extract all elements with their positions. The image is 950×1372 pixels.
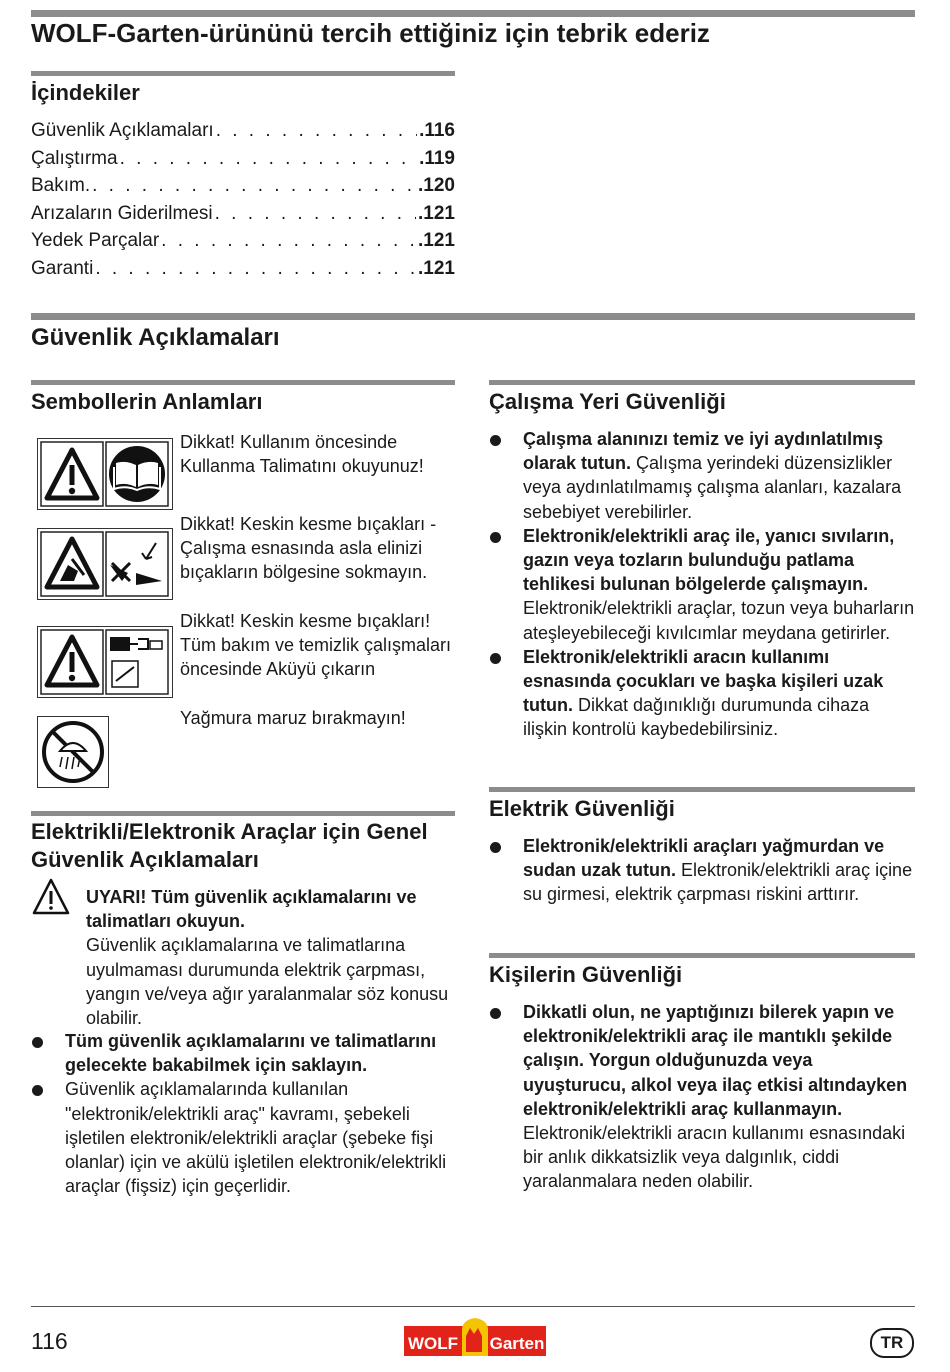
bullet-bold: Dikkatli olun, ne yaptığınızı bilerek yapın ve elektronik/elektrikli araç ile mantıklı şekilde çalışın. Yorgun olduğunuzda veya uyuşturucu, alkol veya ilaç etkisi altındayken elektronik/elektrikli araç kullanmayın.: [523, 1002, 908, 1119]
section-rule: [31, 313, 915, 320]
list-item: [489, 834, 915, 907]
toc-leader: [161, 230, 416, 252]
toc-heading: İçindekiler: [31, 80, 140, 105]
toc-item-title: Yedek Parçalar: [31, 230, 160, 252]
bullet-icon: [490, 1008, 501, 1019]
bullet-text: Elektronik/elektrikli araçlar, tozun veya buharların ateşleyebileceği kıvılcımlar meydana getirirler.: [523, 598, 915, 643]
toc-item-title: Garanti: [31, 257, 94, 279]
svg-text:Garten: Garten: [489, 1334, 545, 1353]
symbols-rule: [31, 380, 455, 385]
toc-item-page: .116: [419, 120, 455, 141]
warning-triangle-icon: [31, 877, 71, 917]
bullet-text: Çalışma yerindeki düzensizlikler veya aydınlatılmamış çalışma alanları, kazalara sebebiyet verebilirler.: [523, 453, 902, 522]
symbol-desc-1: Dikkat! Kullanım öncesinde Kullanma Talimatını okuyunuz!: [180, 432, 424, 477]
toc-item-page: .121: [418, 257, 455, 279]
symbol-sharp-blades: [37, 528, 173, 600]
toc-item[interactable]: [31, 230, 455, 258]
toc-item-page: .119: [419, 147, 455, 169]
list-item: [489, 427, 915, 524]
hand-icon: [60, 565, 78, 581]
top-rule: [31, 10, 915, 17]
toc-item[interactable]: [31, 258, 455, 286]
electrical-heading: Elektrik Güvenliği: [489, 796, 675, 821]
list-item: [31, 1077, 456, 1198]
bullet-icon: [490, 435, 501, 446]
workplace-heading: Çalışma Yeri Güvenliği: [489, 389, 726, 414]
symbols-heading: Sembollerin Anlamları: [31, 389, 263, 414]
toc-rule: [31, 71, 455, 76]
general-warning: [86, 885, 456, 1030]
personal-rule: [489, 953, 915, 958]
symbol-desc-3: Dikkat! Keskin kesme bıçakları! Tüm bakım ve temizlik çalışmaları öncesinde Aküyü çıkarın: [180, 611, 452, 680]
bullet-icon: [32, 1085, 43, 1096]
bullet-icon: [32, 1037, 43, 1048]
general-rule: [31, 811, 455, 816]
bullet-text: Elektronik/elektrikli araç içine su girmesi, elektrik çarpması riskini arttırır.: [523, 860, 913, 905]
symbol-read-manual: [37, 438, 173, 510]
toc-leader: [216, 120, 417, 142]
battery-icon: [110, 637, 130, 651]
bullet-text: Güvenlik açıklamalarında kullanılan "elektronik/elektrikli araç" kavramı, şebekeli işletilen elektronik/elektrikli araçlar (şebeke fişi olanlar) için ve akülü işletilen elektronik/elektrikli araçlar (fişsiz) için geçerlidir.: [65, 1079, 447, 1197]
workplace-rule: [489, 380, 915, 385]
warning-bold: UYARI! Tüm güvenlik açıklamalarını ve talimatları okuyun.: [86, 887, 417, 932]
bullet-bold: Elektronik/elektrikli aracın kullanımı esnasında çocukları ve başka kişileri uzak tutun.: [523, 646, 884, 716]
symbol-desc-4: Yağmura maruz bırakmayın!: [180, 708, 406, 728]
toc-item-page: .120: [418, 175, 455, 197]
bullet-text: Tüm güvenlik açıklamalarını ve talimatlarını gelecekte bakabilmek için saklayın.: [65, 1031, 437, 1076]
bullet-icon: [490, 842, 501, 853]
general-heading: Elektrikli/Elektronik Araçlar için Genel Güvenlik Açıklamaları: [31, 819, 428, 872]
list-item: [489, 1000, 915, 1194]
toc-leader: [215, 203, 416, 225]
toc-item[interactable]: [31, 175, 455, 203]
page-number: 116: [31, 1328, 68, 1354]
page-title: WOLF-Garten-ürününü tercih ettiğiniz için tebrik ederiz: [31, 18, 710, 48]
electrical-list: [489, 834, 915, 907]
bullet-text: Dikkat dağınıklığı durumunda cihaza ilişkin kontrolü kaybedebilirsiniz.: [523, 695, 870, 740]
toc-item-title: Bakım.: [31, 175, 91, 197]
toc-item[interactable]: [31, 203, 455, 231]
toc-item-page: .121: [418, 230, 455, 252]
list-item: [31, 1029, 456, 1077]
personal-list: [489, 1000, 915, 1194]
toc-item[interactable]: [31, 120, 455, 148]
general-bullets: [31, 1029, 456, 1198]
list-item: [489, 524, 915, 645]
bullet-icon: [490, 532, 501, 543]
list-item: [489, 645, 915, 742]
toc-item[interactable]: [31, 148, 455, 176]
electrical-rule: [489, 787, 915, 792]
toc-item-page: .121: [418, 202, 455, 224]
symbol-remove-battery: [37, 626, 173, 698]
toc-leader: [92, 175, 416, 197]
toc-item-title: Arızaların Giderilmesi: [31, 202, 213, 224]
wolf-garten-logo: [404, 1316, 546, 1358]
personal-heading: Kişilerin Güvenliği: [489, 962, 683, 987]
bullet-bold: Elektronik/elektrikli araçları yağmurdan ve sudan uzak tutun.: [523, 836, 885, 881]
svg-text:WOLF: WOLF: [407, 1334, 459, 1353]
symbol-no-rain: [37, 716, 109, 788]
language-badge: TR: [870, 1328, 914, 1358]
bullet-text: Elektronik/elektrikli aracın kullanımı esnasındaki bir anlık dikkatsizlik veya dalgınlık, ciddi yaralanmalara neden olabilir.: [523, 1123, 906, 1192]
workplace-list: [489, 427, 915, 742]
toc-leader: [95, 258, 416, 280]
section-heading-safety: Güvenlik Açıklamaları: [31, 324, 280, 351]
blade-icon: [136, 573, 162, 585]
symbol-desc-2: Dikkat! Keskin kesme bıçakları - Çalışma esnasında asla elinizi bıçakların bölgesine sokmayın.: [180, 514, 437, 583]
toc-leader: [120, 148, 417, 170]
footer-rule: [31, 1306, 915, 1307]
toc-item-title: Güvenlik Açıklamaları: [31, 120, 214, 141]
toc-item-title: Çalıştırma: [31, 147, 118, 169]
bullet-bold: Çalışma alanınızı temiz ve iyi aydınlatılmış olarak tutun.: [523, 429, 884, 474]
bullet-bold: Elektronik/elektrikli araç ile, yanıcı sıvıların, gazın veya tozların bulunduğu patlama tehlikesi bulunan bölgelerde çalışmayın.: [523, 525, 895, 595]
bullet-icon: [490, 653, 501, 664]
warning-text: Güvenlik açıklamalarına ve talimatlarına uyulmaması durumunda elektrik çarpması, yangın ve/veya ağır yaralanmalar söz konusu olabilir.: [86, 935, 449, 1029]
table-of-contents: [31, 120, 455, 286]
